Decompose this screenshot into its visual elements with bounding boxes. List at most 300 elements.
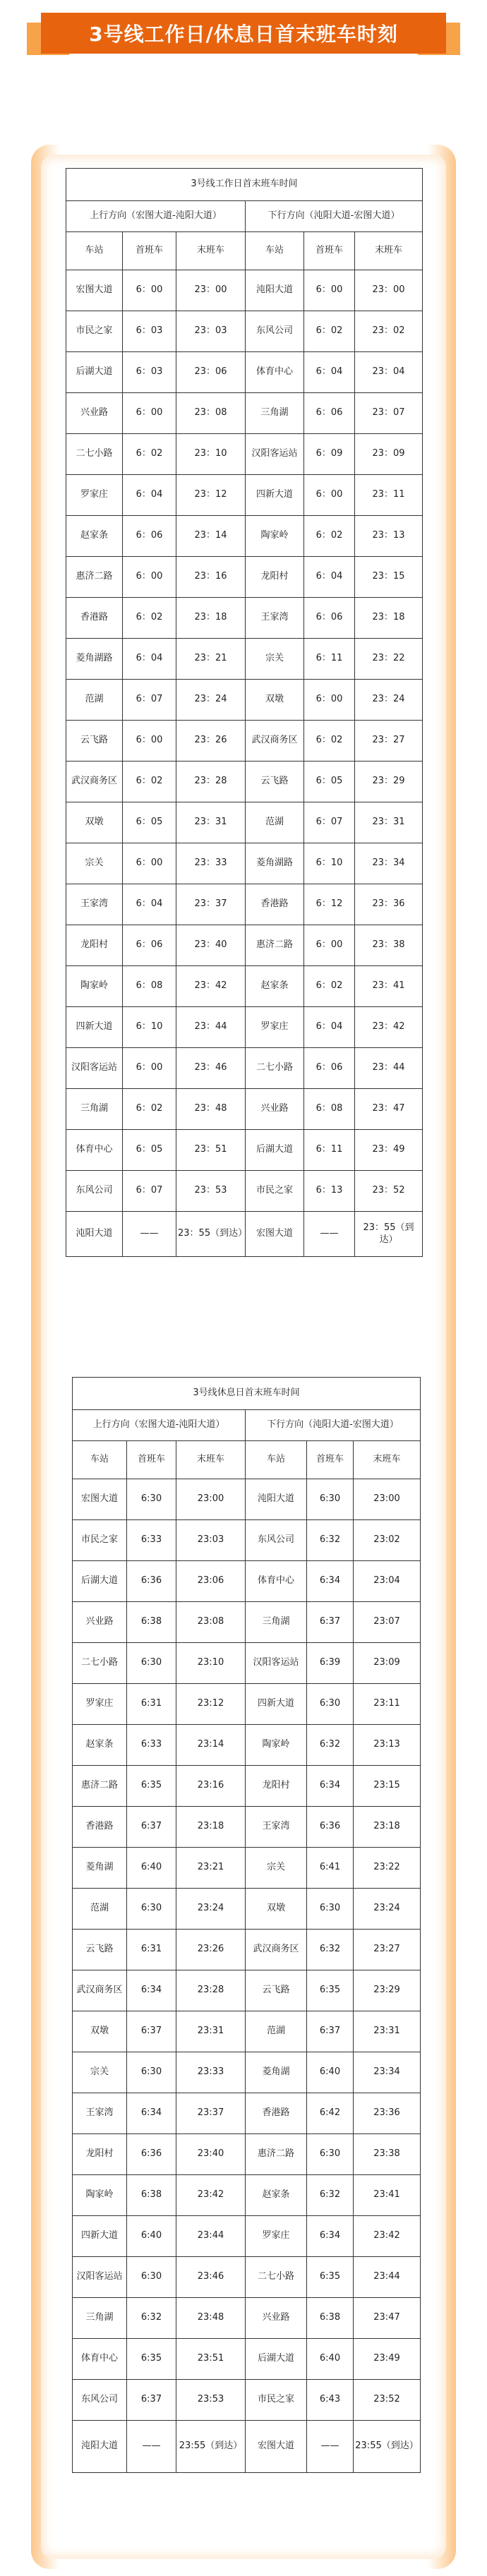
station-cell: 龙阳村	[66, 925, 123, 966]
station-cell: 四新大道	[73, 2216, 127, 2257]
station-cell: 东风公司	[246, 311, 304, 352]
last-train-cell: 23:12	[176, 1684, 246, 1725]
station-cell: 武汉商务区	[246, 721, 304, 762]
last-train-cell: 23:10	[176, 1643, 246, 1684]
first-train-cell: 6:38	[127, 1602, 176, 1643]
first-train-cell: 6：06	[304, 598, 355, 639]
station-cell: 四新大道	[66, 1007, 123, 1048]
first-train-cell: 6：00	[304, 475, 355, 516]
last-train-cell: 23:08	[176, 1602, 246, 1643]
station-cell: 宏图大道	[73, 1479, 127, 1520]
last-train-cell: 23:14	[176, 1725, 246, 1766]
last-train-cell: 23：08	[176, 393, 246, 434]
last-train-cell: 23:18	[354, 1807, 421, 1848]
table-row	[73, 1889, 421, 1930]
station-cell: 体育中心	[246, 352, 304, 393]
station-cell: 龙阳村	[246, 557, 304, 598]
station-cell: 汉阳客运站	[73, 2257, 127, 2298]
last-train-cell: 23：37	[176, 884, 246, 925]
station-cell: 云飞路	[246, 1970, 307, 2011]
station-cell: 二七小路	[66, 434, 123, 475]
last-train-cell: 23:00	[354, 1479, 421, 1520]
first-train-cell: 6:33	[127, 1725, 176, 1766]
station-cell: 沌阳大道	[246, 1479, 307, 1520]
station-cell: 三角湖	[246, 393, 304, 434]
table-row	[66, 270, 423, 311]
station-cell: 菱角湖	[73, 1848, 127, 1889]
last-train-cell: 23：02	[355, 311, 423, 352]
first-train-cell: 6：00	[123, 557, 176, 598]
last-train-cell: 23：34	[355, 843, 423, 884]
station-cell: 云飞路	[66, 721, 123, 762]
first-train-cell: 6：02	[123, 598, 176, 639]
station-cell: 龙阳村	[246, 1766, 307, 1807]
station-cell: 罗家庄	[246, 1007, 304, 1048]
first-train-cell: 6：03	[123, 352, 176, 393]
last-train-cell: 23:41	[354, 2175, 421, 2216]
station-cell: 市民之家	[246, 1171, 304, 1212]
weekend-timetable	[72, 1377, 421, 2473]
first-train-cell: 6:36	[307, 1807, 354, 1848]
first-train-cell: 6:34	[307, 1766, 354, 1807]
station-cell: 四新大道	[246, 1684, 307, 1725]
last-train-cell: 23：29	[355, 762, 423, 802]
first-train-cell: 6：13	[304, 1171, 355, 1212]
station-cell: 三角湖	[73, 2298, 127, 2339]
station-cell: 惠济二路	[66, 557, 123, 598]
table-row	[66, 557, 423, 598]
first-train-cell: 6:35	[307, 2257, 354, 2298]
first-train-cell: 6:43	[307, 2380, 354, 2421]
station-cell: 汉阳客运站	[246, 1643, 307, 1684]
station-cell: 宗关	[73, 2052, 127, 2093]
first-train-cell: 6：08	[123, 966, 176, 1007]
station-cell: 范湖	[66, 680, 123, 721]
station-cell: 体育中心	[73, 2339, 127, 2380]
first-train-cell: 6:36	[127, 2134, 176, 2175]
station-cell: 兴业路	[246, 2298, 307, 2339]
last-train-cell: 23:36	[354, 2093, 421, 2134]
first-train-cell: 6:32	[307, 1520, 354, 1561]
station-cell: 三角湖	[246, 1602, 307, 1643]
table-row	[66, 762, 423, 802]
last-train-cell: 23:53	[176, 2380, 246, 2421]
first-train-cell: 6:30	[127, 1479, 176, 1520]
first-train-cell: 6：05	[123, 1130, 176, 1171]
first-train-cell: 6：10	[304, 843, 355, 884]
first-train-cell: 6：06	[304, 393, 355, 434]
first-train-cell: 6:30	[307, 1684, 354, 1725]
last-train-cell: 23:13	[354, 1725, 421, 1766]
first-train-cell: 6:30	[307, 2134, 354, 2175]
station-cell: 体育中心	[66, 1130, 123, 1171]
last-train-cell: 23:24	[354, 1889, 421, 1930]
last-train-cell: 23：44	[176, 1007, 246, 1048]
first-train-cell: ——	[123, 1212, 176, 1257]
last-train-cell: 23:03	[176, 1520, 246, 1561]
first-train-cell: 6:37	[127, 1807, 176, 1848]
last-train-cell: 23：00	[176, 270, 246, 311]
last-train-cell: 23：06	[176, 352, 246, 393]
last-train-cell: 23:00	[176, 1479, 246, 1520]
col-header-last-train: 末班车	[176, 232, 246, 270]
last-train-cell: 23：03	[176, 311, 246, 352]
station-cell: 双墩	[246, 680, 304, 721]
last-train-cell: 23：21	[176, 639, 246, 680]
first-train-cell: 6：02	[304, 966, 355, 1007]
table-title: 3号线休息日首末班车时间	[73, 1378, 421, 1410]
last-train-cell: 23：38	[355, 925, 423, 966]
first-train-cell: 6:30	[127, 2257, 176, 2298]
first-train-cell: 6:35	[307, 1970, 354, 2011]
station-cell: 王家湾	[246, 1807, 307, 1848]
table-row	[66, 802, 423, 843]
station-cell: 陶家岭	[246, 516, 304, 557]
station-cell: 体育中心	[246, 1561, 307, 1602]
table-row	[66, 639, 423, 680]
table-row	[66, 434, 423, 475]
station-cell: 陶家岭	[246, 1725, 307, 1766]
table-row	[66, 311, 423, 352]
last-train-cell: 23：11	[355, 475, 423, 516]
station-cell: 三角湖	[66, 1089, 123, 1130]
first-train-cell: 6:31	[127, 1930, 176, 1970]
table-title: 3号线工作日首末班车时间	[66, 169, 423, 201]
first-train-cell: 6:40	[307, 2339, 354, 2380]
station-cell: 菱角湖	[246, 2052, 307, 2093]
station-cell: 赵家条	[66, 516, 123, 557]
last-train-cell: 23：12	[176, 475, 246, 516]
page-title: 3号线工作日/休息日首末班车时刻	[41, 13, 446, 54]
last-train-cell: 23:06	[176, 1561, 246, 1602]
station-cell: 市民之家	[246, 2380, 307, 2421]
station-cell: 沌阳大道	[66, 1212, 123, 1257]
first-train-cell: 6:35	[127, 2339, 176, 2380]
last-train-cell: 23：53	[176, 1171, 246, 1212]
first-train-cell: 6：05	[304, 762, 355, 802]
first-train-cell: 6：07	[304, 802, 355, 843]
first-train-cell: 6：07	[123, 680, 176, 721]
table-row	[73, 1970, 421, 2011]
station-cell: 范湖	[246, 2011, 307, 2052]
first-train-cell: 6：04	[123, 884, 176, 925]
station-cell: 赵家条	[73, 1725, 127, 1766]
first-train-cell: 6:40	[307, 2052, 354, 2093]
station-cell: 陶家岭	[73, 2175, 127, 2216]
col-header-last-train: 末班车	[176, 1441, 246, 1479]
last-train-cell: 23:31	[176, 2011, 246, 2052]
station-cell: 香港路	[246, 884, 304, 925]
first-train-cell: 6：00	[304, 925, 355, 966]
last-train-cell: 23：48	[176, 1089, 246, 1130]
station-cell: 罗家庄	[246, 2216, 307, 2257]
last-train-cell: 23:38	[354, 2134, 421, 2175]
first-train-cell: 6:31	[127, 1684, 176, 1725]
last-train-cell: 23：24	[355, 680, 423, 721]
first-train-cell: 6:32	[307, 1725, 354, 1766]
last-train-cell: 23：13	[355, 516, 423, 557]
first-train-cell: 6：11	[304, 1130, 355, 1171]
col-header-first-train: 首班车	[123, 232, 176, 270]
last-train-cell: 23：15	[355, 557, 423, 598]
last-train-cell: 23：04	[355, 352, 423, 393]
table-row	[73, 2380, 421, 2421]
first-train-cell: 6：06	[123, 925, 176, 966]
col-header-last-train: 末班车	[355, 232, 423, 270]
station-cell: 云飞路	[73, 1930, 127, 1970]
table-row	[73, 2011, 421, 2052]
table-row	[73, 2298, 421, 2339]
last-train-cell: 23:15	[354, 1766, 421, 1807]
last-train-cell: 23：49	[355, 1130, 423, 1171]
station-cell: 惠济二路	[246, 2134, 307, 2175]
title-banner	[27, 13, 460, 62]
col-header-last-train: 末班车	[354, 1441, 421, 1479]
table-row	[73, 2175, 421, 2216]
station-cell: 二七小路	[73, 1643, 127, 1684]
last-train-cell: 23:42	[354, 2216, 421, 2257]
first-train-cell: 6：00	[123, 721, 176, 762]
table-row	[73, 1725, 421, 1766]
station-cell: 赵家条	[246, 966, 304, 1007]
table-row	[73, 1602, 421, 1643]
last-train-cell: 23：41	[355, 966, 423, 1007]
col-header-station: 车站	[66, 232, 123, 270]
first-train-cell: 6：08	[304, 1089, 355, 1130]
first-train-cell: 6:37	[307, 1602, 354, 1643]
first-train-cell: 6：02	[123, 1089, 176, 1130]
station-cell: 四新大道	[246, 475, 304, 516]
first-train-cell: 6：02	[304, 721, 355, 762]
direction-down-label: 下行方向（沌阳大道-宏图大道）	[246, 201, 423, 232]
col-header-station: 车站	[246, 1441, 307, 1479]
first-train-cell: 6:30	[127, 1889, 176, 1930]
first-train-cell: 6：00	[123, 843, 176, 884]
last-train-cell: 23:33	[176, 2052, 246, 2093]
first-train-cell: 6：04	[304, 557, 355, 598]
last-train-cell: 23：27	[355, 721, 423, 762]
last-train-cell: 23：55（到达）	[176, 1212, 246, 1257]
station-cell: 市民之家	[66, 311, 123, 352]
station-cell: 惠济二路	[73, 1766, 127, 1807]
last-train-cell: 23：07	[355, 393, 423, 434]
table-row	[73, 2134, 421, 2175]
first-train-cell: 6:37	[127, 2380, 176, 2421]
table-row	[66, 1048, 423, 1089]
last-train-cell: 23:34	[354, 2052, 421, 2093]
station-cell: 后湖大道	[66, 352, 123, 393]
first-train-cell: 6:30	[307, 1479, 354, 1520]
last-train-cell: 23：47	[355, 1089, 423, 1130]
first-train-cell: 6:41	[307, 1848, 354, 1889]
first-train-cell: 6:34	[307, 1561, 354, 1602]
first-train-cell: 6:37	[307, 2011, 354, 2052]
first-train-cell: 6：11	[304, 639, 355, 680]
first-train-cell: ——	[127, 2421, 176, 2473]
last-train-cell: 23：31	[176, 802, 246, 843]
col-header-first-train: 首班车	[304, 232, 355, 270]
last-train-cell: 23：51	[176, 1130, 246, 1171]
first-train-cell: 6：05	[123, 802, 176, 843]
station-cell: 东风公司	[66, 1171, 123, 1212]
table-row	[73, 2421, 421, 2473]
station-cell: 罗家庄	[66, 475, 123, 516]
table-row	[73, 1684, 421, 1725]
last-train-cell: 23:18	[176, 1807, 246, 1848]
last-train-cell: 23：33	[176, 843, 246, 884]
last-train-cell: 23:21	[176, 1848, 246, 1889]
station-cell: 双墩	[73, 2011, 127, 2052]
first-train-cell: 6:33	[127, 1520, 176, 1561]
station-cell: 云飞路	[246, 762, 304, 802]
first-train-cell: 6：07	[123, 1171, 176, 1212]
last-train-cell: 23：24	[176, 680, 246, 721]
table-row	[66, 475, 423, 516]
first-train-cell: 6:34	[127, 2093, 176, 2134]
first-train-cell: 6：00	[123, 393, 176, 434]
last-train-cell: 23:40	[176, 2134, 246, 2175]
last-train-cell: 23:26	[176, 1930, 246, 1970]
last-train-cell: 23:47	[354, 2298, 421, 2339]
station-cell: 武汉商务区	[66, 762, 123, 802]
table-row	[73, 2052, 421, 2093]
last-train-cell: 23：28	[176, 762, 246, 802]
station-cell: 武汉商务区	[246, 1930, 307, 1970]
station-cell: 香港路	[73, 1807, 127, 1848]
first-train-cell: 6：09	[304, 434, 355, 475]
station-cell: 后湖大道	[246, 1130, 304, 1171]
station-cell: 兴业路	[66, 393, 123, 434]
table-row	[66, 884, 423, 925]
first-train-cell: 6:30	[127, 1643, 176, 1684]
first-train-cell: 6:30	[127, 2052, 176, 2093]
first-train-cell: 6：10	[123, 1007, 176, 1048]
first-train-cell: 6:39	[307, 1643, 354, 1684]
last-train-cell: 23：52	[355, 1171, 423, 1212]
table-row	[66, 516, 423, 557]
table-row	[66, 393, 423, 434]
station-cell: 罗家庄	[73, 1684, 127, 1725]
station-cell: 双墩	[66, 802, 123, 843]
first-train-cell: ——	[307, 2421, 354, 2473]
last-train-cell: 23：18	[176, 598, 246, 639]
station-cell: 二七小路	[246, 2257, 307, 2298]
first-train-cell: 6：12	[304, 884, 355, 925]
first-train-cell: 6：04	[304, 352, 355, 393]
station-cell: 王家湾	[66, 884, 123, 925]
station-cell: 东风公司	[73, 2380, 127, 2421]
last-train-cell: 23：55（到达）	[355, 1212, 423, 1257]
direction-up-label: 上行方向（宏图大道-沌阳大道）	[66, 201, 246, 232]
station-cell: 宗关	[66, 843, 123, 884]
last-train-cell: 23:28	[176, 1970, 246, 2011]
station-cell: 沌阳大道	[246, 270, 304, 311]
station-cell: 宏图大道	[246, 1212, 304, 1257]
first-train-cell: 6:34	[127, 1970, 176, 2011]
last-train-cell: 23：09	[355, 434, 423, 475]
col-header-first-train: 首班车	[127, 1441, 176, 1479]
first-train-cell: 6：02	[304, 516, 355, 557]
first-train-cell: 6：02	[304, 311, 355, 352]
last-train-cell: 23:55（到达）	[176, 2421, 246, 2473]
first-train-cell: 6:38	[307, 2298, 354, 2339]
table-row	[66, 680, 423, 721]
table-row	[73, 2093, 421, 2134]
first-train-cell: 6：00	[123, 1048, 176, 1089]
direction-down-label: 下行方向（沌阳大道-宏图大道）	[246, 1410, 421, 1441]
table-row	[73, 2216, 421, 2257]
station-cell: 惠济二路	[246, 925, 304, 966]
station-cell: 陶家岭	[66, 966, 123, 1007]
first-train-cell: 6：04	[304, 1007, 355, 1048]
station-cell: 宏图大道	[246, 2421, 307, 2473]
last-train-cell: 23：42	[355, 1007, 423, 1048]
first-train-cell: 6:30	[307, 1889, 354, 1930]
last-train-cell: 23:11	[354, 1684, 421, 1725]
station-cell: 东风公司	[246, 1520, 307, 1561]
station-cell: 王家湾	[246, 598, 304, 639]
table-row	[73, 1643, 421, 1684]
first-train-cell: 6：04	[123, 639, 176, 680]
table-row	[66, 925, 423, 966]
col-header-station: 车站	[246, 232, 304, 270]
first-train-cell: 6：03	[123, 311, 176, 352]
station-cell: 后湖大道	[246, 2339, 307, 2380]
last-train-cell: 23:44	[176, 2216, 246, 2257]
last-train-cell: 23:09	[354, 1643, 421, 1684]
station-cell: 武汉商务区	[73, 1970, 127, 2011]
first-train-cell: 6:35	[127, 1766, 176, 1807]
first-train-cell: 6：00	[304, 680, 355, 721]
last-train-cell: 23:55（到达）	[354, 2421, 421, 2473]
last-train-cell: 23:44	[354, 2257, 421, 2298]
table-row	[73, 1807, 421, 1848]
station-cell: 市民之家	[73, 1520, 127, 1561]
table-row	[66, 598, 423, 639]
table-row	[73, 1766, 421, 1807]
first-train-cell: 6:42	[307, 2093, 354, 2134]
first-train-cell: 6:34	[307, 2216, 354, 2257]
table-row	[73, 1930, 421, 1970]
first-train-cell: 6：02	[123, 762, 176, 802]
first-train-cell: ——	[304, 1212, 355, 1257]
station-cell: 菱角湖路	[66, 639, 123, 680]
first-train-cell: 6:38	[127, 2175, 176, 2216]
station-cell: 范湖	[246, 802, 304, 843]
first-train-cell: 6:36	[127, 1561, 176, 1602]
first-train-cell: 6：04	[123, 475, 176, 516]
first-train-cell: 6：02	[123, 434, 176, 475]
station-cell: 香港路	[246, 2093, 307, 2134]
station-cell: 沌阳大道	[73, 2421, 127, 2473]
first-train-cell: 6:32	[127, 2298, 176, 2339]
station-cell: 香港路	[66, 598, 123, 639]
last-train-cell: 23:51	[176, 2339, 246, 2380]
last-train-cell: 23：36	[355, 884, 423, 925]
table-row	[66, 352, 423, 393]
last-train-cell: 23：40	[176, 925, 246, 966]
station-cell: 兴业路	[73, 1602, 127, 1643]
table-row	[66, 843, 423, 884]
first-train-cell: 6:32	[307, 1930, 354, 1970]
last-train-cell: 23：10	[176, 434, 246, 475]
station-cell: 宗关	[246, 1848, 307, 1889]
table-row	[73, 2339, 421, 2380]
last-train-cell: 23：44	[355, 1048, 423, 1089]
table-row	[66, 721, 423, 762]
last-train-cell: 23:42	[176, 2175, 246, 2216]
direction-up-label: 上行方向（宏图大道-沌阳大道）	[73, 1410, 246, 1441]
